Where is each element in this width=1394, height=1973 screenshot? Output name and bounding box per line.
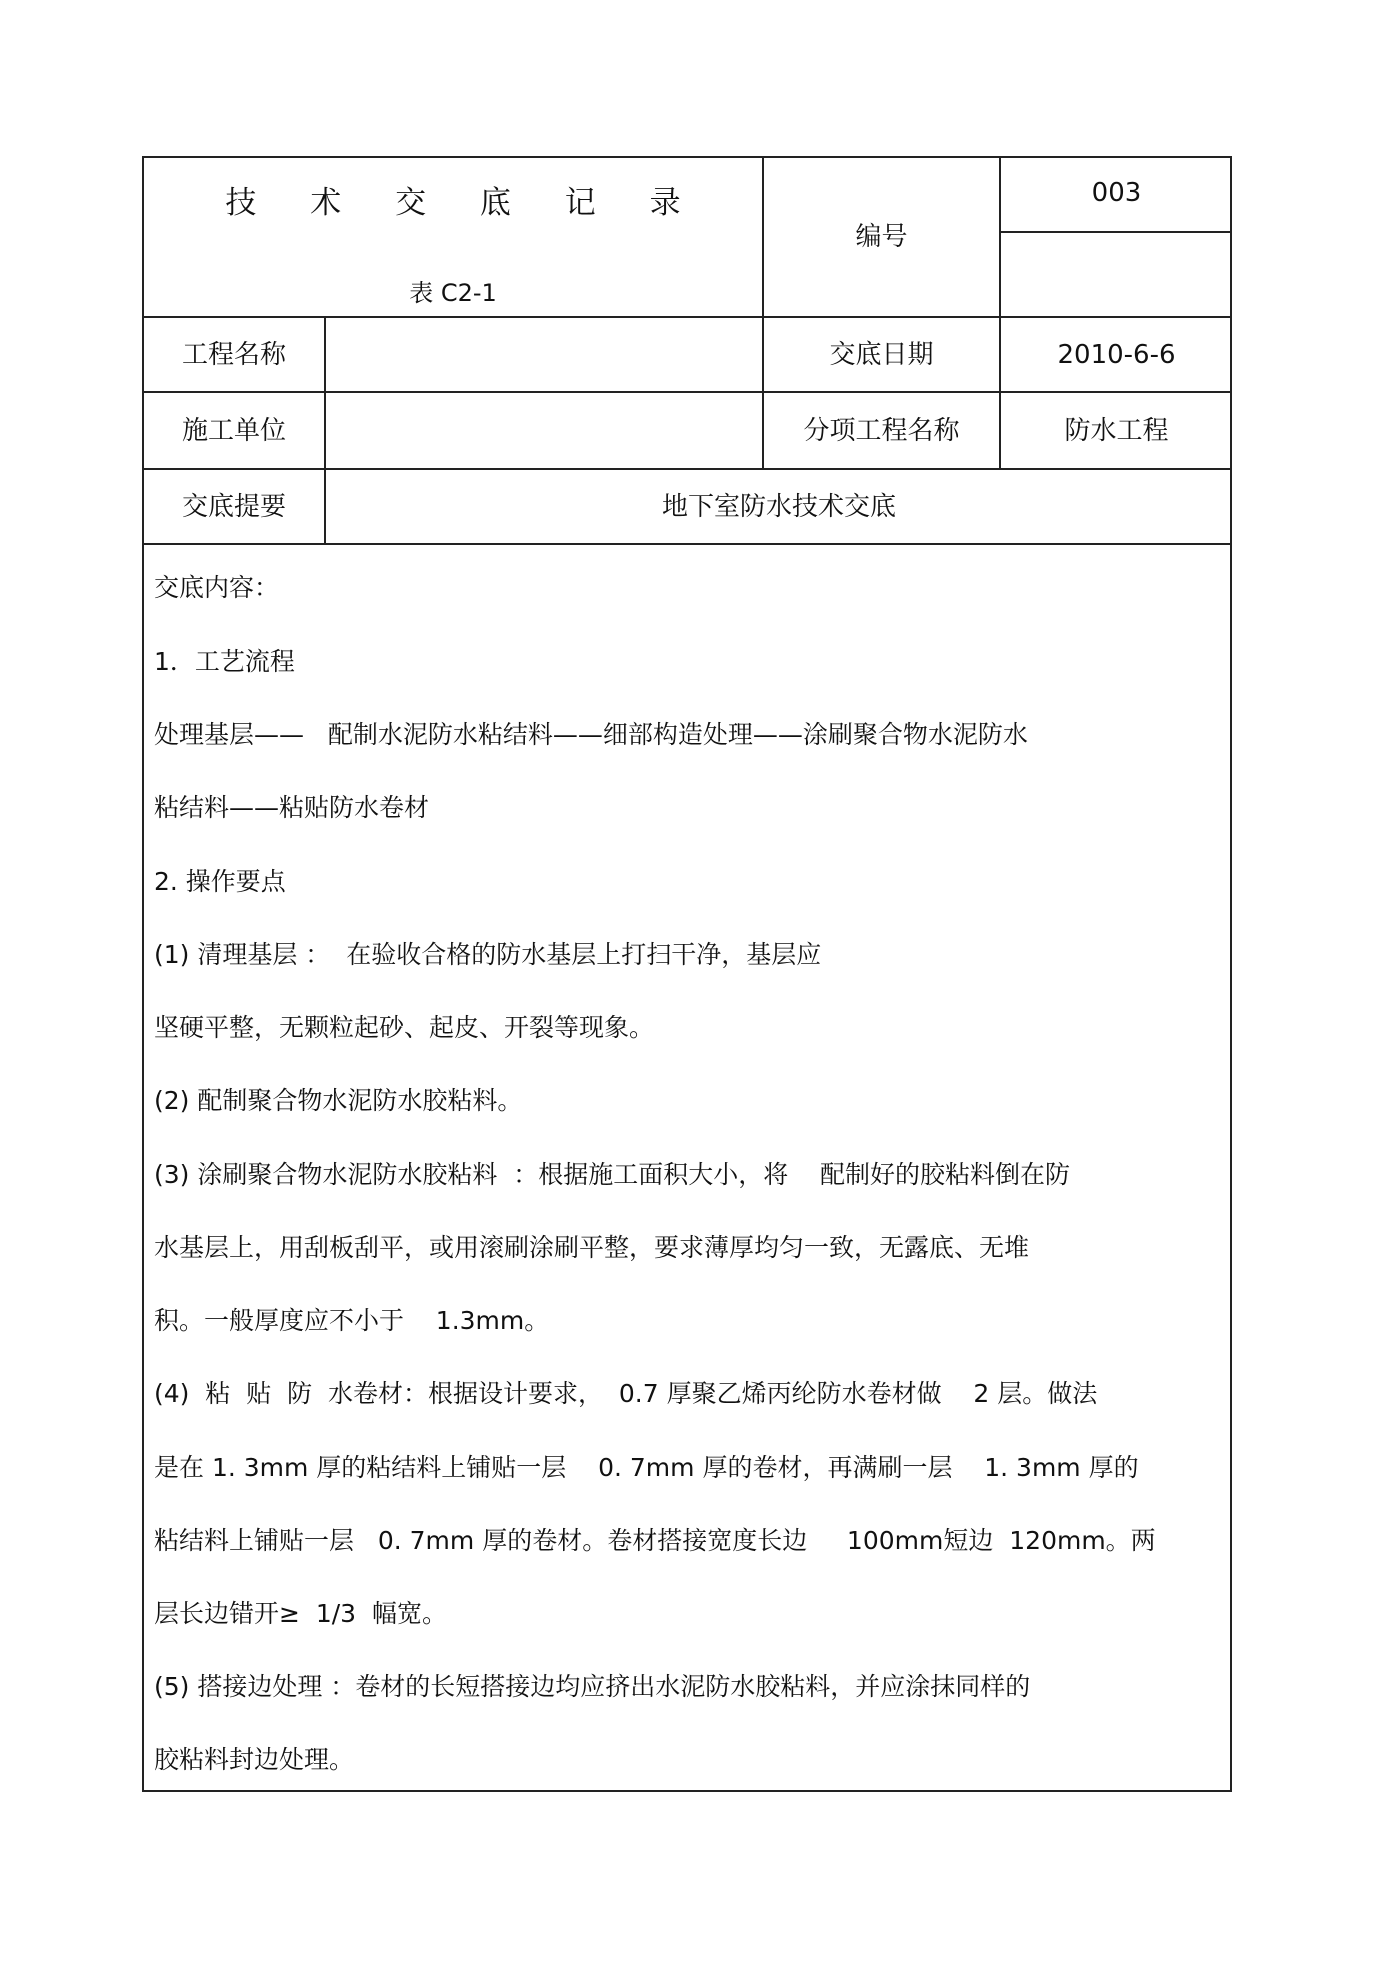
content-line: 1．工艺流程 [154,647,295,676]
number-value-secondary [1001,233,1232,316]
briefing-date-label: 交底日期 [829,339,934,370]
content-line: (2) 配制聚合物水泥防水胶粘料。 [154,1086,523,1115]
subproject-value: 防水工程 [1064,415,1169,446]
contractor-label: 施工单位 [181,415,286,446]
number-label: 编号 [855,222,908,252]
content-line: 积。一般厚度应不小于 1.3mm。 [154,1306,550,1335]
content-line: (3) 涂刷聚合物水泥防水胶粘料 ：根据施工面积大小，将 配制好的胶粘料倒在防 [154,1160,1071,1189]
content-line: 是在 1. 3mm 厚的粘结料上铺贴一层 0. 7mm 厚的卷材，再满刷一层 1. 3mm 厚的 [154,1453,1139,1482]
summary-value: 地下室防水技术交底 [661,491,896,522]
content-line: (4) 粘 贴 防 水卷材：根据设计要求， 0.7 厚聚乙烯丙纶防水卷材做 2 层。做法 [154,1379,1098,1408]
form-code: 表 C2-1 [409,279,497,307]
project-name-label: 工程名称 [181,339,286,370]
technical-briefing-form [142,156,1232,1792]
content-line: 处理基层—— 配制水泥防水粘结料——细部构造处理——涂刷聚合物水泥防水 [154,720,1028,749]
subproject-label: 分项工程名称 [803,415,960,446]
contractor-value [326,393,762,468]
content-line: 交底内容： [154,573,280,602]
content-line: 粘结料——粘贴防水卷材 [154,793,430,822]
briefing-date-value: 2010-6-6 [1057,339,1176,370]
form-title: 技 术 交 底 记 录 [225,184,703,221]
content-line: (5) 搭接边处理 ：卷材的长短搭接边均应挤出水泥防水胶粘料，并应涂抹同样的 [154,1672,1031,1701]
content-line: 胶粘料封边处理。 [154,1745,355,1774]
project-name-value [326,318,762,391]
content-line: 水基层上，用刮板刮平，或用滚刷涂刷平整，要求薄厚均匀一致，无露底、无堆 [154,1233,1030,1262]
summary-label: 交底提要 [181,491,286,522]
content-line: 2. 操作要点 [154,867,286,896]
content-line: 粘结料上铺贴一层 0. 7mm 厚的卷材。卷材搭接宽度长边 100mm短边 120mm。两 [154,1526,1156,1555]
content-line: 层长边错开≥ 1/3 幅宽。 [154,1599,447,1628]
content-line: (1) 清理基层 ： 在验收合格的防水基层上打扫干净，基层应 [154,940,822,969]
briefing-content [144,545,1232,1792]
content-line: 坚硬平整，无颗粒起砂、起皮、开裂等现象。 [154,1013,655,1042]
number-value: 003 [1091,178,1142,208]
